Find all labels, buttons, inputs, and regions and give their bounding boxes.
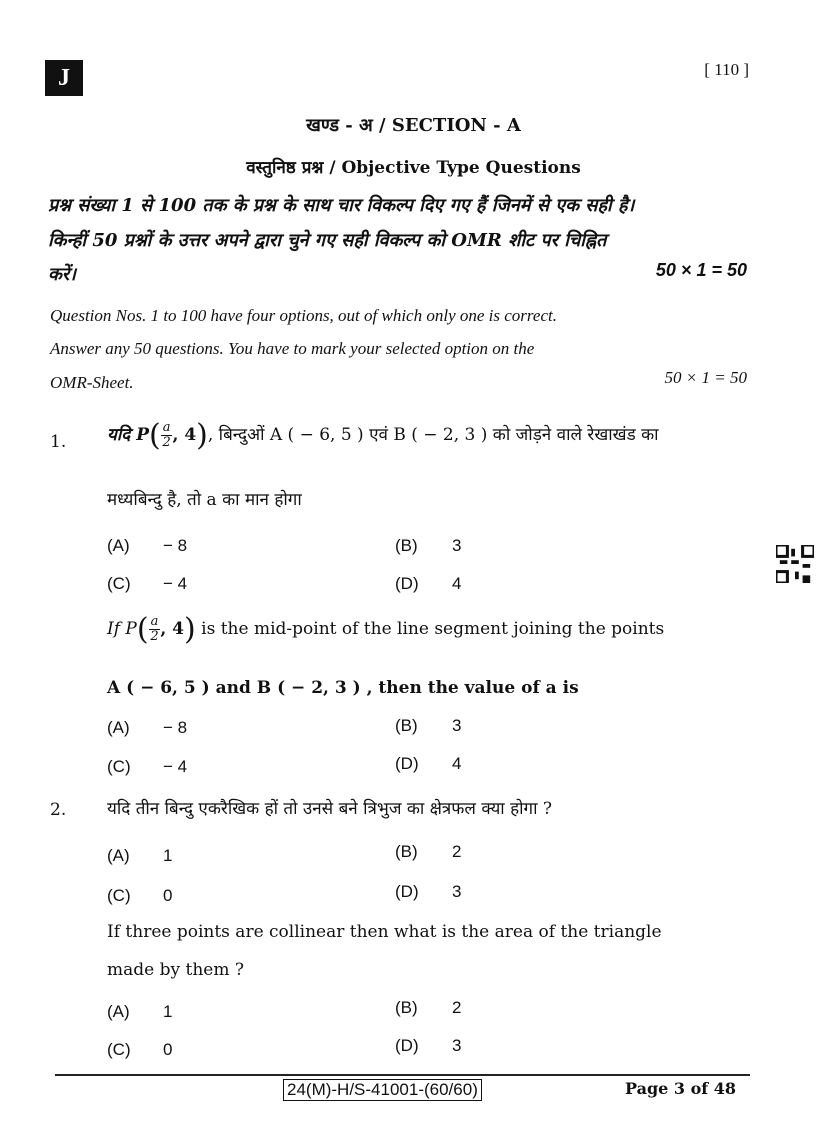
option-label: (D) xyxy=(395,754,419,773)
option-label: (A) xyxy=(107,846,130,865)
option-value: 3 xyxy=(452,536,462,555)
option-value: 0 xyxy=(163,886,173,905)
option-value: − 8 xyxy=(163,536,188,555)
option-value: 1 xyxy=(163,846,173,865)
paper-code: 24(M)-H/S-41001-(60/60) xyxy=(283,1079,482,1101)
option-value: − 4 xyxy=(163,574,188,593)
question-1-en: If P( $\frac{a}{2}$ , 4) is the mid-point of the line segment joining the points xyxy=(107,612,665,647)
option-value: 2 xyxy=(452,998,462,1017)
question-1-hi-line2: मध्यबिन्दु है, तो a का मान होगा xyxy=(107,490,302,510)
question-1-en-line2: A ( − 6, 5 ) and B ( − 2, 3 ) , then the value of a is xyxy=(107,678,579,698)
option-label: (B) xyxy=(395,842,418,861)
instruction-en-line: OMR-Sheet. xyxy=(50,373,134,392)
option-label: (C) xyxy=(107,757,131,776)
option-label: (B) xyxy=(395,536,418,555)
instruction-en-line: Question Nos. 1 to 100 have four options, out of which only one is correct. xyxy=(50,306,557,325)
footer-divider xyxy=(55,1074,750,1076)
qr-code-icon xyxy=(776,545,814,583)
option-label: (B) xyxy=(395,998,418,1017)
marks-hi: 50 × 1 = 50 xyxy=(655,260,747,280)
question-1-hi: यदि P( $\frac{a}{2}$ , 4), बिन्दुओं A ( − 6, 5 ) एवं B ( − 2, 3 ) को जोड़ने वाले रेखाखंड का xyxy=(107,418,659,453)
option-value: 4 xyxy=(452,754,462,773)
option-label: (C) xyxy=(107,574,131,593)
instruction-hi-line: प्रश्न संख्या 1 से 100 तक के प्रश्न के साथ चार विकल्प दिए गए हैं जिनमें से एक सही है। xyxy=(48,195,635,216)
question-number: 1. xyxy=(50,432,67,452)
instruction-en-line: Answer any 50 questions. You have to mark your selected option on the xyxy=(50,339,535,358)
option-value: 3 xyxy=(452,1036,462,1055)
option-label: (D) xyxy=(395,1036,419,1055)
option-value: 1 xyxy=(163,1002,173,1021)
section-title: खण्ड - अ / SECTION - A xyxy=(306,115,521,136)
option-label: (D) xyxy=(395,882,419,901)
option-value: − 8 xyxy=(163,718,188,737)
option-value: 2 xyxy=(452,842,462,861)
option-value: − 4 xyxy=(163,757,188,776)
option-value: 0 xyxy=(163,1040,173,1059)
instruction-hi-line: करें। xyxy=(48,264,77,285)
option-label: (A) xyxy=(107,536,130,555)
question-2-hi: यदि तीन बिन्दु एकरैखिक हों तो उनसे बने त्रिभुज का क्षेत्रफल क्या होगा ? xyxy=(107,799,553,819)
option-label: (D) xyxy=(395,574,419,593)
option-label: (A) xyxy=(107,1002,130,1021)
question-2-en-line2: made by them ? xyxy=(107,960,244,980)
option-label: (C) xyxy=(107,886,131,905)
option-value: 3 xyxy=(452,882,462,901)
option-label: (B) xyxy=(395,716,418,735)
option-label: (C) xyxy=(107,1040,131,1059)
section-subtitle: वस्तुनिष्ठ प्रश्न / Objective Type Questions xyxy=(246,158,581,178)
question-number: 2. xyxy=(50,800,67,820)
set-letter-badge: J xyxy=(45,60,83,96)
option-label: (A) xyxy=(107,718,130,737)
page-number: [ 110 ] xyxy=(704,60,749,79)
marks-en: 50 × 1 = 50 xyxy=(664,368,747,387)
instruction-hi-line: किन्हीं 50 प्रश्नों के उत्तर अपने द्वारा चुने गए सही विकल्प को OMR शीट पर चिह्नित xyxy=(48,230,607,251)
option-value: 3 xyxy=(452,716,462,735)
option-value: 4 xyxy=(452,574,462,593)
question-2-en: If three points are collinear then what is the area of the triangle xyxy=(107,922,662,942)
page-indicator: Page 3 of 48 xyxy=(625,1079,736,1098)
